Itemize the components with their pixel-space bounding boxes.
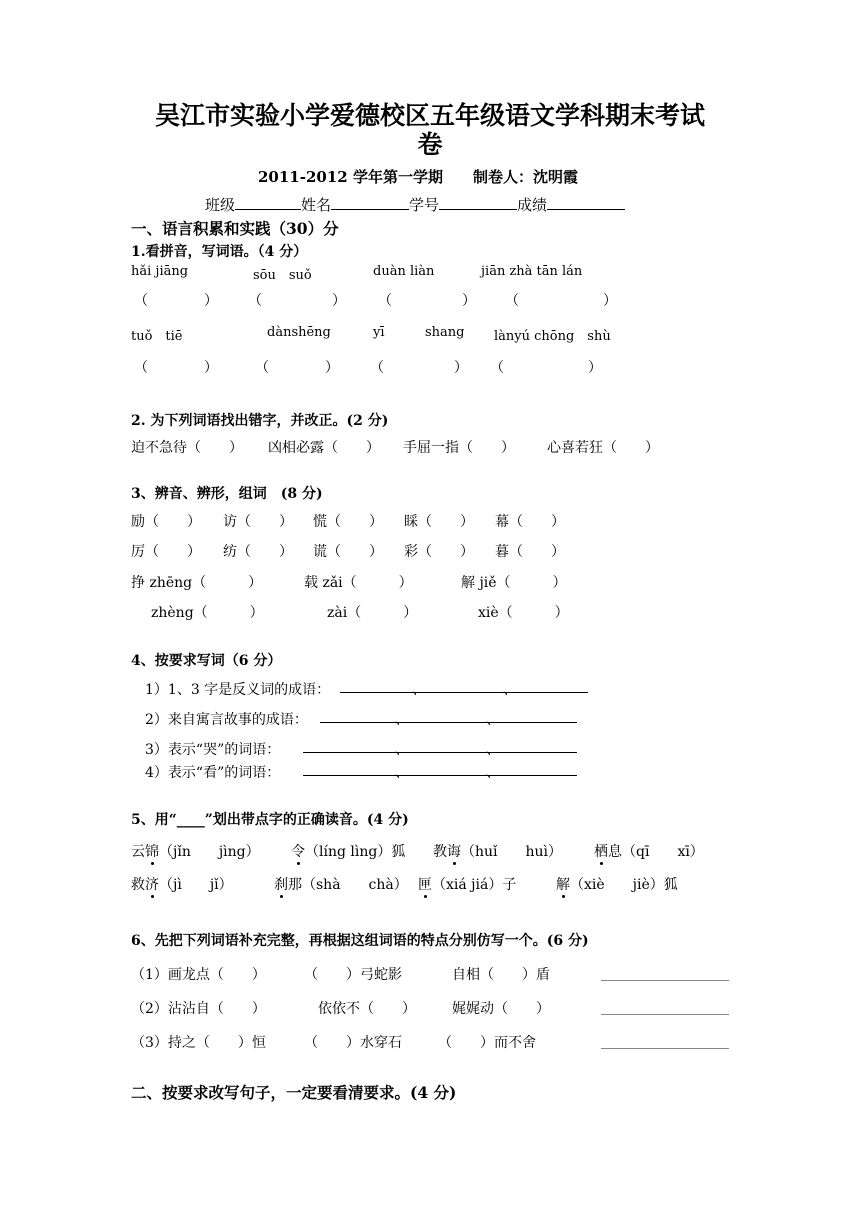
exam-title-line1: 吴江市实验小学爱德校区五年级语文学科期末考试 — [154, 101, 705, 130]
q1-pinyin-5: tuǒ tiē — [131, 329, 183, 344]
q1-pinyin-4: jiān zhà tān lán — [481, 264, 583, 279]
q4-prompt-1: 1）1、3 字是反义词的成语： — [145, 682, 331, 698]
q2-item[interactable]: 心喜若狂（ ） — [547, 440, 659, 456]
q3-item[interactable]: 访（ ） — [223, 514, 293, 530]
q1-answer-paren[interactable]: （ ） — [134, 293, 218, 309]
q3-item[interactable]: 挣 zhēng（ ） — [131, 575, 263, 591]
student-id-field[interactable] — [439, 195, 517, 210]
q3-item[interactable]: 纺（ ） — [223, 544, 293, 560]
q3-heading: 3、辨音、辨形，组词 (8 分) — [131, 486, 323, 502]
q2-heading: 2. 为下列词语找出错字，并改正。(2 分) — [131, 413, 389, 429]
q6-item[interactable]: （3）持之（ ）恒 — [131, 1035, 266, 1051]
q1-answer-paren[interactable]: （ ） — [378, 293, 476, 309]
student-id-label: 学号 — [409, 196, 440, 214]
exam-title-line2: 卷 — [417, 130, 443, 159]
q1-heading: 1.看拼音，写词语。（4 分） — [131, 244, 308, 260]
q5-item[interactable]: 教诲（huǐ huì） — [433, 844, 563, 860]
q4-answer-line-3[interactable] — [303, 752, 577, 753]
q6-imitation-line-3[interactable] — [601, 1048, 729, 1049]
q3-item[interactable]: 厉（ ） — [131, 544, 201, 560]
q1-pinyin-6: dànshēng — [267, 325, 331, 340]
q3-item[interactable]: zhèng（ ） — [151, 605, 264, 621]
q3-item[interactable]: 暮（ ） — [495, 544, 565, 560]
q1-answer-paren[interactable]: （ ） — [370, 360, 468, 376]
name-label: 姓名 — [301, 196, 332, 214]
q3-item[interactable]: zài（ ） — [327, 605, 418, 621]
q2-item[interactable]: 迫不急待（ ） — [131, 440, 243, 456]
q4-answer-line-4[interactable] — [303, 775, 577, 776]
q5-item[interactable]: 匣（xiá jiá）子 — [418, 877, 517, 893]
q3-item[interactable]: 谎（ ） — [313, 544, 383, 560]
q6-item[interactable]: 依依不（ ） — [318, 1001, 416, 1017]
q3-item[interactable]: 解 jiě（ ） — [461, 575, 567, 591]
q4-prompt-3: 3）表示“哭”的词语： — [145, 742, 281, 758]
q4-prompt-4: 4）表示“看”的词语： — [145, 765, 281, 781]
q2-item[interactable]: 手屈一指（ ） — [403, 440, 515, 456]
q3-item[interactable]: 睬（ ） — [404, 514, 474, 530]
q1-pinyin-7: yī — [373, 325, 385, 340]
q4-sep: 、 — [412, 682, 426, 698]
q3-item[interactable]: 慌（ ） — [313, 514, 383, 530]
q4-sep: 、 — [395, 765, 409, 781]
q4-sep: 、 — [486, 712, 500, 728]
q5-heading: 5、用“____”划出带点字的正确读音。(4 分) — [131, 812, 409, 828]
student-info-line — [205, 194, 625, 215]
q5-item[interactable]: 刹那（shà chà） — [274, 877, 408, 893]
q6-item[interactable]: （ ）水穿石 — [304, 1035, 402, 1051]
q2-item[interactable]: 凶相必露（ ） — [268, 440, 380, 456]
class-label: 班级 — [205, 196, 236, 214]
q6-item[interactable]: 自相（ ）盾 — [452, 967, 550, 983]
q3-item[interactable]: 幕（ ） — [495, 514, 565, 530]
class-field[interactable] — [235, 195, 301, 210]
q5-item[interactable]: 救济（jì jǐ） — [131, 877, 233, 893]
q6-heading: 6、先把下列词语补充完整，再根据这组词语的特点分别仿写一个。(6 分) — [131, 933, 589, 949]
q1-pinyin-8: shang — [425, 325, 465, 340]
q6-item[interactable]: （2）沾沾自（ ） — [131, 1001, 266, 1017]
q4-sep: 、 — [395, 742, 409, 758]
q5-item[interactable]: 云锦（jǐn jìng） — [131, 844, 260, 860]
q3-item[interactable]: 载 zǎi（ ） — [304, 575, 413, 591]
q6-item[interactable]: （ ）弓蛇影 — [304, 967, 402, 983]
q4-answer-line-2[interactable] — [320, 722, 577, 723]
score-field[interactable] — [547, 195, 625, 210]
q3-item[interactable]: 彩（ ） — [404, 544, 474, 560]
section-1-heading: 一、语言积累和实践（30）分 — [131, 219, 339, 238]
q1-answer-paren[interactable]: （ ） — [248, 293, 346, 309]
q1-pinyin-3: duàn liàn — [373, 264, 435, 279]
q4-heading: 4、按要求写词（6 分） — [131, 653, 282, 669]
section-2-heading: 二、按要求改写句子，一定要看清要求。(4 分) — [131, 1083, 457, 1102]
q4-prompt-2: 2）来自寓言故事的成语： — [145, 712, 308, 728]
q6-item[interactable]: （1）画龙点（ ） — [131, 967, 266, 983]
q1-answer-paren[interactable]: （ ） — [505, 293, 617, 309]
q3-item[interactable]: xiè（ ） — [478, 605, 569, 621]
q1-answer-paren[interactable]: （ ） — [255, 360, 339, 376]
q6-imitation-line-1[interactable] — [601, 980, 729, 981]
q1-pinyin-1: hǎi jiāng — [131, 264, 189, 279]
q1-answer-paren[interactable]: （ ） — [134, 360, 218, 376]
q4-sep: 、 — [486, 742, 500, 758]
q4-answer-line-1[interactable] — [340, 692, 588, 693]
exam-subtitle: 2011-2012 学年第一学期 制卷人：沈明霞 — [258, 168, 578, 186]
q4-sep: 、 — [486, 765, 500, 781]
name-field[interactable] — [331, 195, 409, 210]
q6-item[interactable]: （ ）而不舍 — [438, 1035, 536, 1051]
q1-answer-paren[interactable]: （ ） — [490, 360, 602, 376]
q4-sep: 、 — [395, 712, 409, 728]
q1-pinyin-9: lànyú chōng shù — [494, 329, 611, 344]
q6-item[interactable]: 娓娓动（ ） — [452, 1001, 550, 1017]
q4-sep: 、 — [503, 682, 517, 698]
q3-item[interactable]: 励（ ） — [131, 514, 201, 530]
q6-imitation-line-2[interactable] — [601, 1014, 729, 1015]
q5-item[interactable]: 解（xiè jiè）狐 — [556, 877, 678, 893]
score-label: 成绩 — [517, 196, 548, 214]
q5-item[interactable]: 令（líng lìng）狐 — [291, 844, 406, 860]
q5-item[interactable]: 栖息（qī xī） — [594, 844, 704, 860]
q1-pinyin-2: sōu suǒ — [253, 268, 312, 283]
